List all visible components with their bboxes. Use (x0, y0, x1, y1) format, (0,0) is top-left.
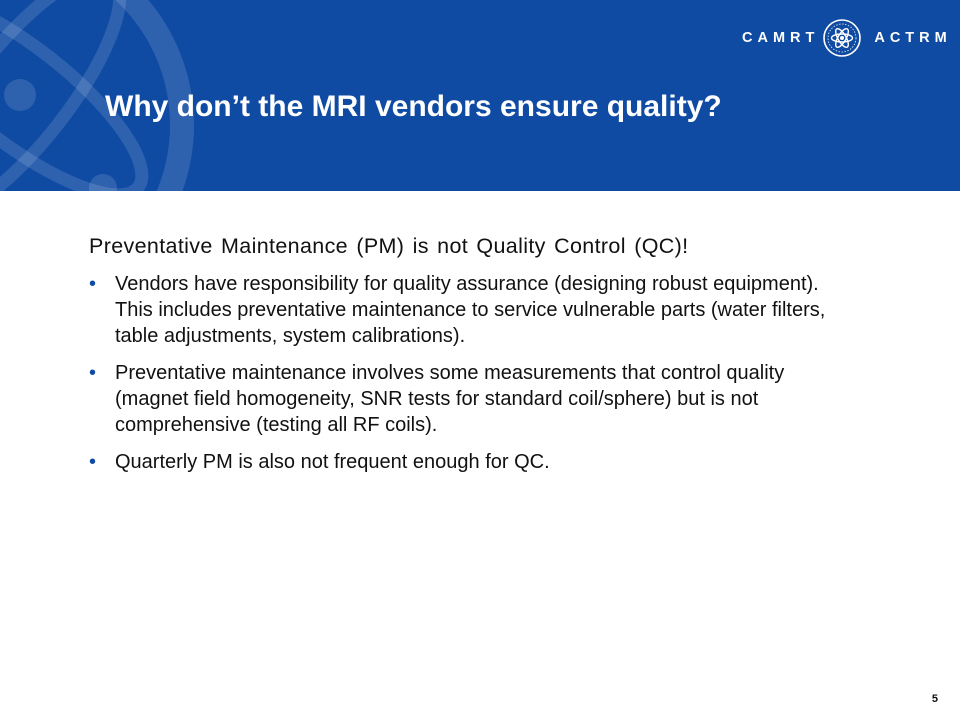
bullet-text: Quarterly PM is also not frequent enough for QC. (115, 451, 550, 473)
logo-right-text: ACTRM (874, 30, 952, 46)
bullet-list (89, 271, 889, 475)
slide-title: Why don’t the MRI vendors ensure quality? (105, 90, 722, 123)
camrt-actrm-logo (742, 18, 952, 58)
bullet-text: Preventative maintenance involves some measurements that control quality (magnet field homogeneity, SNR tests for standard coil/sphere) but is not comprehensive (testing all RF coils). (115, 362, 785, 436)
bullet-marker: • (89, 362, 97, 384)
slide-body (89, 232, 889, 486)
bullet-marker: • (89, 451, 97, 473)
bullet-item (89, 360, 855, 438)
bullet-item (89, 449, 855, 475)
bullet-text: Vendors have responsibility for quality assurance (designing robust equipment). This includes preventative maintenance to service vulnerable parts (water filters, table adjustments, system calibrations). (115, 273, 826, 347)
bullet-marker: • (89, 273, 97, 295)
atom-icon (822, 18, 862, 58)
page-number: 5 (931, 693, 938, 705)
header-banner (0, 0, 960, 191)
logo-left-text: CAMRT (742, 30, 820, 46)
bullet-item (89, 271, 855, 349)
body-subheading: Preventative Maintenance (PM) is not Quality Control (QC)! (89, 234, 689, 258)
